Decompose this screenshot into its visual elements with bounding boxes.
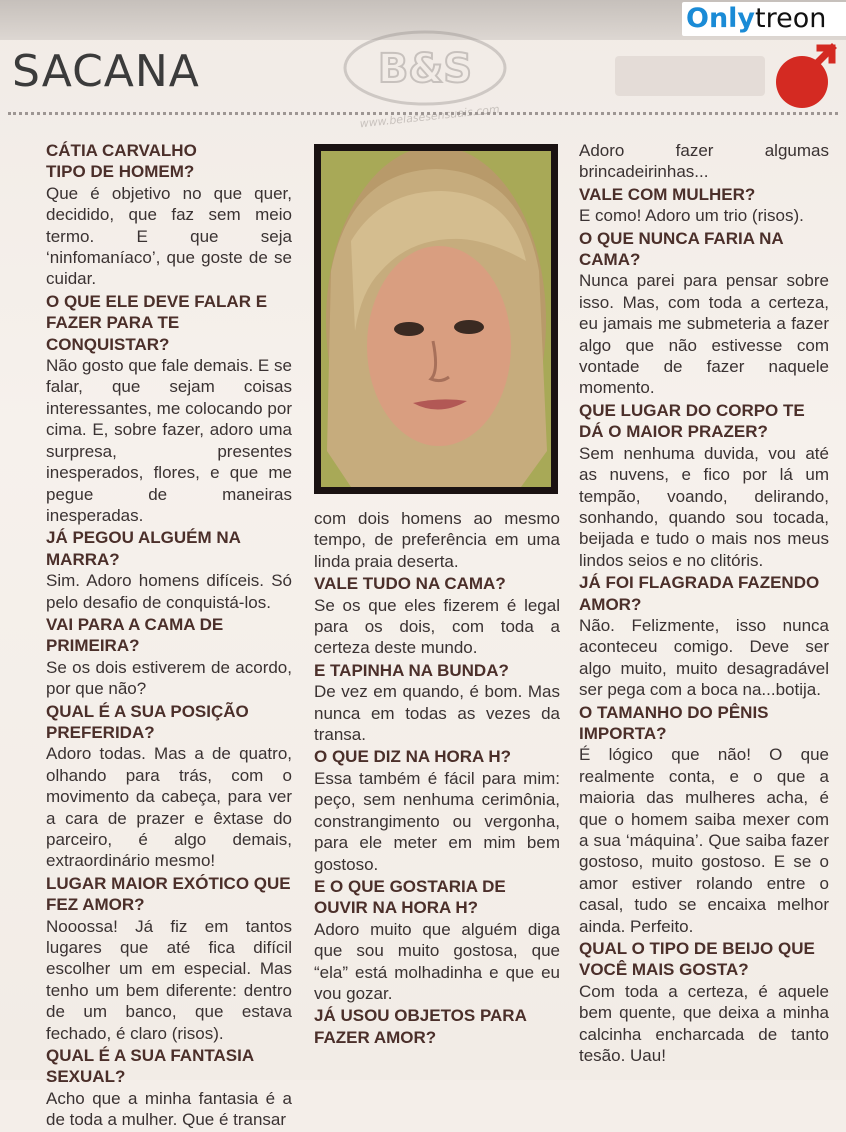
answer-continued: Adoro fazer algumas brincadeirinhas...: [579, 141, 829, 182]
answer: Essa também é fácil para mim: peço, sem nenhuma cerimônia, constrangimento ou vergonha, para ele meter em mim bem gostoso.: [314, 768, 560, 874]
answer: Que é objetivo no que quer, decidido, que faz sem meio termo. E que seja ‘ninfomaníaco’, que goste de se cuidar.: [46, 183, 292, 289]
logo-url-text: www.belasesensuais.com: [359, 102, 501, 130]
question: O QUE ELE DEVE FALAR E FAZER PARA TE CONQUISTAR?: [46, 291, 268, 354]
qa-block: [314, 876, 560, 1004]
question: VAI PARA A CAMA DE PRIMEIRA?: [46, 614, 224, 656]
question: TIPO DE HOMEM?: [46, 162, 195, 182]
question: QUAL É A SUA FANTASIA SEXUAL?: [46, 1046, 254, 1087]
answer: Adoro muito que alguém diga que sou muito gostosa, que “ela” está molhadinha e que eu vou gozar.: [314, 919, 560, 1003]
question: QUE LUGAR DO CORPO TE DÁ O MAIOR PRAZER?: [579, 400, 805, 442]
answer: Com toda a certeza, é aquele bem quente, que deixa a minha calcinha encharcada de tanto tesão. Uau!: [579, 981, 829, 1066]
interview-photo: [314, 144, 558, 494]
question: VALE TUDO NA CAMA?: [314, 574, 506, 594]
section-title: SACANA: [12, 46, 200, 97]
brand-suffix: treon: [755, 3, 827, 34]
ghost-bleedthrough: [615, 56, 765, 96]
answer: Se os dois estiverem de acordo, por que não?: [46, 657, 292, 699]
answer: Sim. Adoro homens difíceis. Só pelo desafio de conquistá-los.: [46, 571, 292, 612]
qa-block: [46, 161, 292, 289]
brand-prefix: Only: [686, 3, 756, 34]
column-right: [579, 140, 829, 1067]
question: JÁ USOU OBJETOS PARA FAZER AMOR?: [314, 1006, 527, 1047]
qa-block: [579, 400, 829, 571]
answer: De vez em quando, é bom. Mas nunca em todas as vezes da transa.: [314, 682, 560, 745]
qa-block: [314, 660, 560, 746]
qa-block: [579, 184, 829, 227]
qa-block: [579, 572, 829, 700]
column-middle: [314, 508, 560, 1048]
qa-block: [579, 938, 829, 1066]
question: QUAL É A SUA POSIÇÃO PREFERIDA?: [46, 701, 249, 742]
qa-block: [46, 291, 292, 526]
question: E TAPINHA NA BUNDA?: [314, 660, 509, 680]
answer: Nunca parei para pensar sobre isso. Mas, com toda a certeza, eu jamais me submeteria a fazer algo que não estivesse com vontade de fazer naquele momento.: [579, 271, 829, 398]
question: E O QUE GOSTARIA DE OUVIR NA HORA H?: [314, 876, 506, 918]
qa-block: [46, 527, 292, 613]
qa-block: [46, 140, 292, 161]
column-left: [46, 140, 292, 1132]
answer: Se os que eles fizerem é legal para os dois, com toda a certeza deste mundo.: [314, 595, 560, 658]
interviewee-name: CÁTIA CARVALHO: [46, 141, 197, 160]
answer: Não. Felizmente, isso nunca aconteceu comigo. Deve ser algo muito, muito desagradável ser pega com a boca na...botija.: [579, 615, 829, 700]
qa-block: [314, 1005, 560, 1048]
question: VALE COM MULHER?: [579, 184, 756, 204]
brand-watermark: [682, 2, 846, 36]
qa-block: [579, 702, 829, 937]
qa-block: [46, 614, 292, 700]
answer: Sem nenhuma duvida, vou até as nuvens, e fico por lá um tempão, voando, delirando, sonhando, quando sou tocada, beijada e tudo o mais nos meus lindos seios e no clitóris.: [579, 443, 829, 570]
qa-block: [314, 573, 560, 659]
answer: Não gosto que fale demais. E se falar, que sejam coisas interessantes, me colocando por cima. E, sobre fazer, adoro uma surpresa, presentes inesperados, flores, e que me pegue de maneiras inesperadas.: [46, 356, 292, 525]
answer: Nooossa! Já fiz em tantos lugares que até fica difícil escolher um em especial. Mas tenho um bem diferente: dentro de um banco, que estava fechado, é claro (risos).: [46, 916, 292, 1043]
question: LUGAR MAIOR EXÓTICO QUE FEZ AMOR?: [46, 873, 291, 915]
answer-continued: com dois homens ao mesmo tempo, de preferência em uma linda praia deserta.: [314, 509, 560, 571]
portrait-illustration: [321, 151, 551, 487]
qa-block: [314, 508, 560, 572]
logo-text: B&S: [377, 46, 473, 92]
qa-block: [46, 1045, 292, 1131]
qa-block: [579, 228, 829, 399]
question: JÁ FOI FLAGRADA FAZENDO AMOR?: [579, 573, 820, 614]
answer: E como! Adoro um trio (risos).: [579, 206, 804, 226]
qa-block: [46, 873, 292, 1044]
question: O QUE DIZ NA HORA H?: [314, 747, 512, 767]
question: O TAMANHO DO PÊNIS IMPORTA?: [579, 702, 769, 743]
question: O QUE NUNCA FARIA NA CAMA?: [579, 228, 783, 270]
question: JÁ PEGOU ALGUÉM NA MARRA?: [46, 528, 241, 569]
dotted-divider: [8, 112, 838, 115]
mars-symbol-icon: [770, 42, 840, 112]
answer: É lógico que não! O que realmente conta, e o que a maioria das mulheres acha, é que o homem saiba mexer com a sua ‘máquina’. Que saiba fazer gostoso, muito gostoso. E se o amor estiver rolando entre o casal, tudo se encaixa melhor ainda. Perfeito.: [579, 745, 829, 936]
qa-block: [579, 140, 829, 183]
answer: Adoro todas. Mas a de quatro, olhando para trás, com o movimento da cabeça, para ver a cara de prazer e êxtase do parceiro, é algo demais, extraordinário mesmo!: [46, 744, 292, 871]
qa-block: [46, 701, 292, 872]
answer: Acho que a minha fantasia é a de toda a mulher. Que é transar: [46, 1088, 292, 1130]
question: QUAL O TIPO DE BEIJO QUE VOCÊ MAIS GOSTA?: [579, 939, 815, 980]
qa-block: [314, 746, 560, 874]
